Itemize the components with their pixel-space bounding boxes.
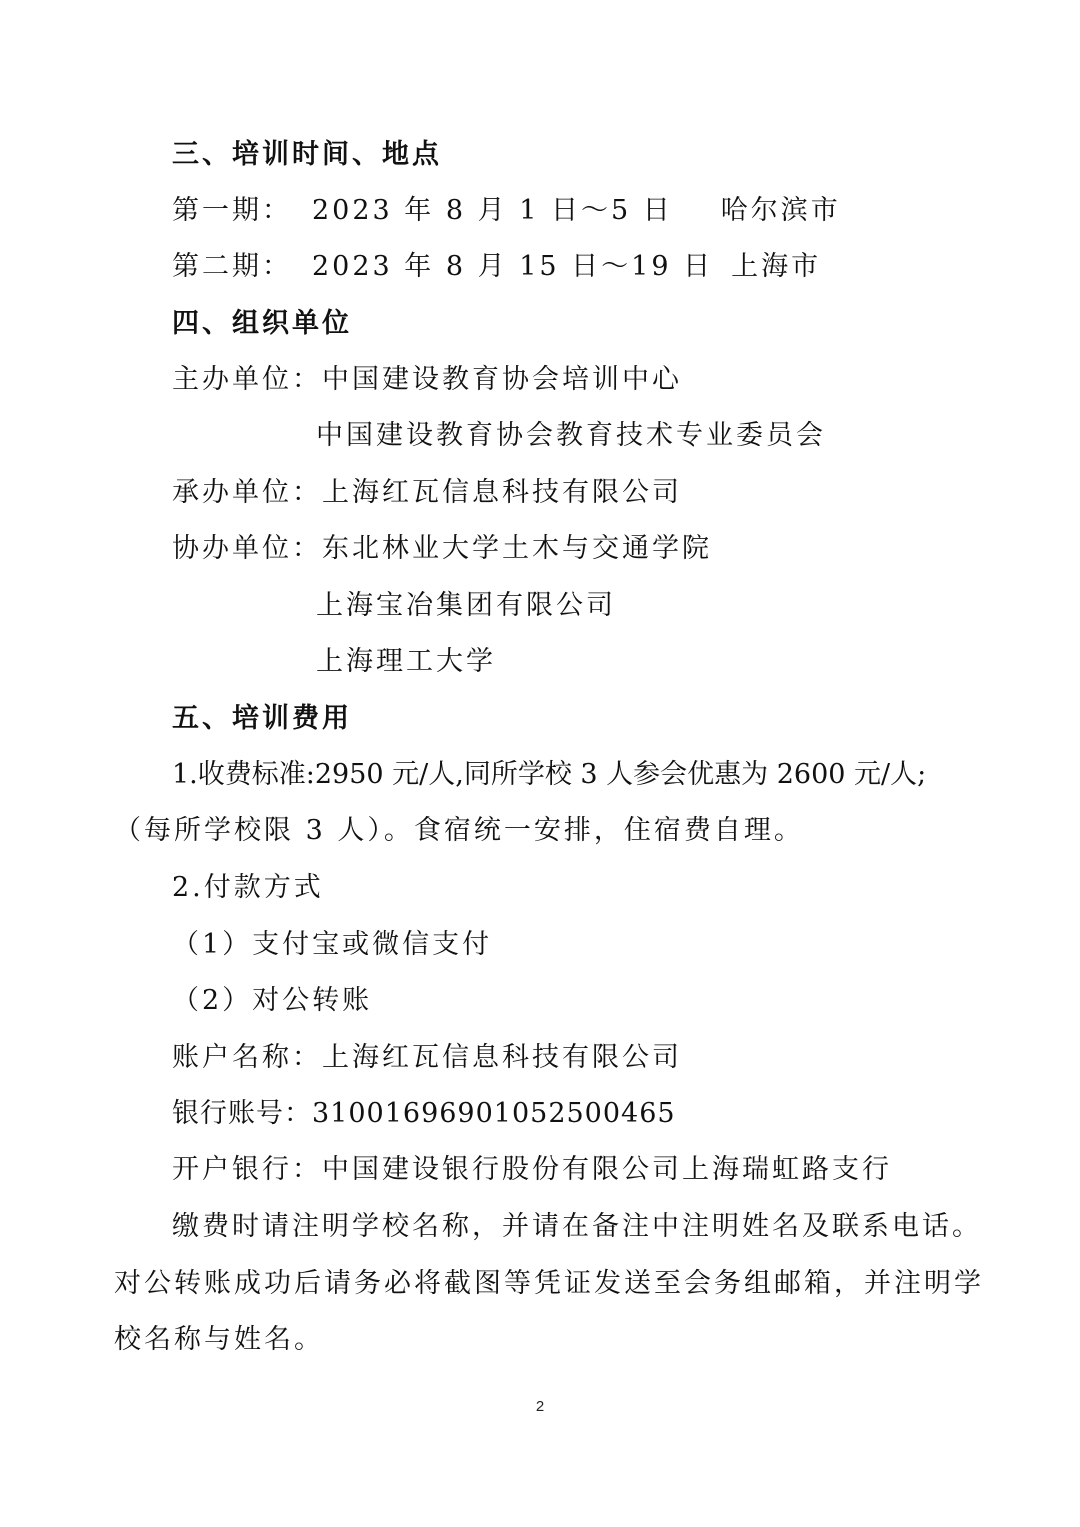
session-1-date: 2023 年 8 月 1 日～5 日: [312, 195, 673, 226]
session-2-city: 上海市: [731, 251, 822, 282]
co-organizer-2: 上海宝冶集团有限公司: [316, 590, 616, 621]
host-unit-label: 主办单位：: [172, 364, 322, 395]
session-2-line: [172, 247, 821, 287]
co-organizer-line: [172, 529, 712, 569]
fee-standard-line-1: 1.收费标准:2950 元/人,同所学校 3 人参会优惠为 2600 元/人;: [172, 759, 927, 790]
session-1-city: 哈尔滨市: [720, 195, 841, 226]
account-name: 账户名称：上海红瓦信息科技有限公司: [172, 1042, 682, 1073]
payment-method-title: 2.付款方式: [172, 872, 324, 903]
session-1-line: [172, 191, 841, 231]
section-4-heading: 四、组织单位: [172, 308, 352, 339]
section-5-heading: 五、培训费用: [172, 703, 352, 734]
page-number: 2: [535, 1398, 545, 1415]
organizer-line: [172, 473, 682, 513]
session-2-date: 2023 年 8 月 15 日～19 日: [312, 251, 714, 282]
payment-note-line-2: 对公转账成功后请务必将截图等凭证发送至会务组邮箱，并注明学: [114, 1268, 984, 1299]
payment-note-line-3: 校名称与姓名。: [114, 1324, 324, 1355]
organizer-name: 上海红瓦信息科技有限公司: [322, 477, 682, 508]
co-organizer-3: 上海理工大学: [316, 646, 496, 677]
payment-note-line-1: 缴费时请注明学校名称，并请在备注中注明姓名及联系电话。: [172, 1211, 982, 1242]
fee-standard-line-2: （每所学校限 3 人）。食宿统一安排，住宿费自理。: [114, 815, 804, 846]
co-organizer-label: 协办单位：: [172, 533, 322, 564]
host-unit-1: 中国建设教育协会培训中心: [322, 364, 682, 395]
section-3-heading: 三、培训时间、地点: [172, 139, 442, 170]
bank-name: 开户银行：中国建设银行股份有限公司上海瑞虹路支行: [172, 1154, 892, 1185]
co-organizer-1: 东北林业大学土木与交通学院: [322, 533, 712, 564]
host-unit-2: 中国建设教育协会教育技术专业委员会: [316, 420, 826, 451]
payment-option-1: （1）支付宝或微信支付: [172, 929, 493, 960]
host-unit-line: [172, 360, 682, 400]
session-1-label: 第一期：: [172, 195, 292, 226]
payment-option-2: （2）对公转账: [172, 985, 373, 1016]
account-number: 银行账号：31001696901052500465: [172, 1098, 676, 1129]
organizer-label: 承办单位：: [172, 477, 322, 508]
session-2-label: 第二期：: [172, 251, 292, 282]
